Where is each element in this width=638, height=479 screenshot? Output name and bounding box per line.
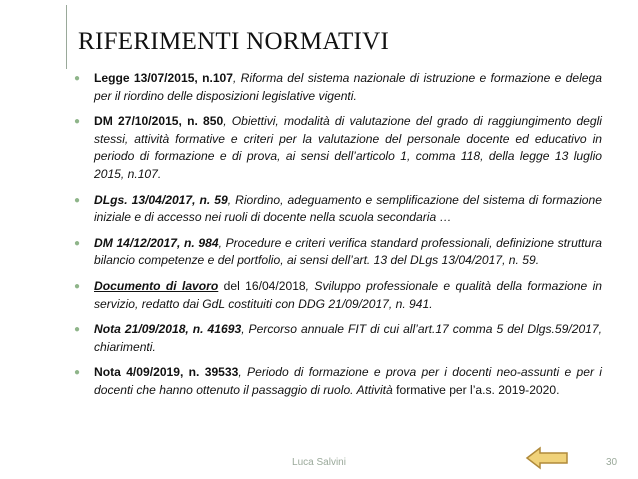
list-item — [70, 70, 602, 105]
left-arrow-icon — [525, 446, 569, 470]
reference-description: , Percorso annuale FIT di cui all’art.17 comma 5 del Dlgs.59/2017, chiarimenti. — [94, 322, 602, 354]
title-accent-line — [66, 5, 67, 69]
reference-title: Legge 13/07/2015, n.107 — [94, 71, 234, 85]
reference-title: Nota 4/09/2019, n. 39533 — [94, 365, 239, 380]
reference-description-tail: formative per l’a.s. 2019-2020. — [392, 382, 560, 397]
bullet-icon: ● — [74, 280, 81, 292]
list-item — [70, 235, 602, 270]
bullet-icon: ● — [74, 73, 81, 84]
bullet-icon: ● — [74, 324, 81, 336]
footer-author: Luca Salvini — [292, 457, 346, 468]
list-item — [70, 364, 602, 399]
list-item — [70, 278, 602, 313]
reference-description: , Riforma del sistema nazionale di istruzione e formazione e delega per il riordino delle disposizioni legislative vigenti. — [94, 71, 602, 103]
reference-description: , Sviluppo professionale e qualità della formazione in servizio, redatto dai GdL costituiti con DDG 21/09/2017, n. 941. — [94, 278, 603, 311]
list-item — [70, 113, 602, 183]
reference-description: , Procedure e criteri verifica standard professionali, definizione struttura bilancio competenze e del portfolio, ai sensi dell’art. 13 del DLgs 13/04/2017, n. 59. — [94, 235, 602, 268]
back-button[interactable] — [525, 446, 569, 470]
slide-title: RIFERIMENTI NORMATIVI — [78, 28, 390, 55]
bullet-icon: ● — [74, 194, 81, 206]
reference-description: , Periodo di formazione e prova per i docenti neo-assunti e per i docenti che hanno ottenuto il passaggio di ruolo. Attività — [94, 365, 602, 397]
page-number: 30 — [606, 457, 618, 468]
list-item — [70, 192, 602, 227]
reference-title: DM 14/12/2017, n. 984 — [94, 235, 219, 250]
reference-title: DM 27/10/2015, n. 850 — [94, 114, 224, 129]
bullet-icon: ● — [74, 237, 81, 249]
bullet-icon: ● — [74, 116, 81, 128]
reference-link[interactable]: Documento di lavoro — [94, 278, 219, 293]
reference-title: Nota 21/09/2018, n. 41693 — [94, 322, 242, 337]
reference-description: , Obiettivi, modalità di valutazione del grado di raggiungimento degli stessi, attività formative e criteri per la valutazione del personale docente ed educativo in periodo di formazione e di prova, ai sensi dell’articolo 1, comma 118, della legge 13 luglio 2015, n.107. — [94, 114, 602, 181]
reference-description: , Riordino, adeguamento e semplificazione del sistema di formazione iniziale e di accesso nei ruoli di docente nella scuola secondaria … — [94, 192, 602, 225]
reference-date: del 16/04/2018 — [218, 278, 306, 293]
reference-title: DLgs. 13/04/2017, n. 59 — [94, 192, 228, 207]
references-list — [70, 70, 602, 408]
bullet-icon: ● — [74, 367, 81, 379]
list-item — [70, 321, 602, 356]
